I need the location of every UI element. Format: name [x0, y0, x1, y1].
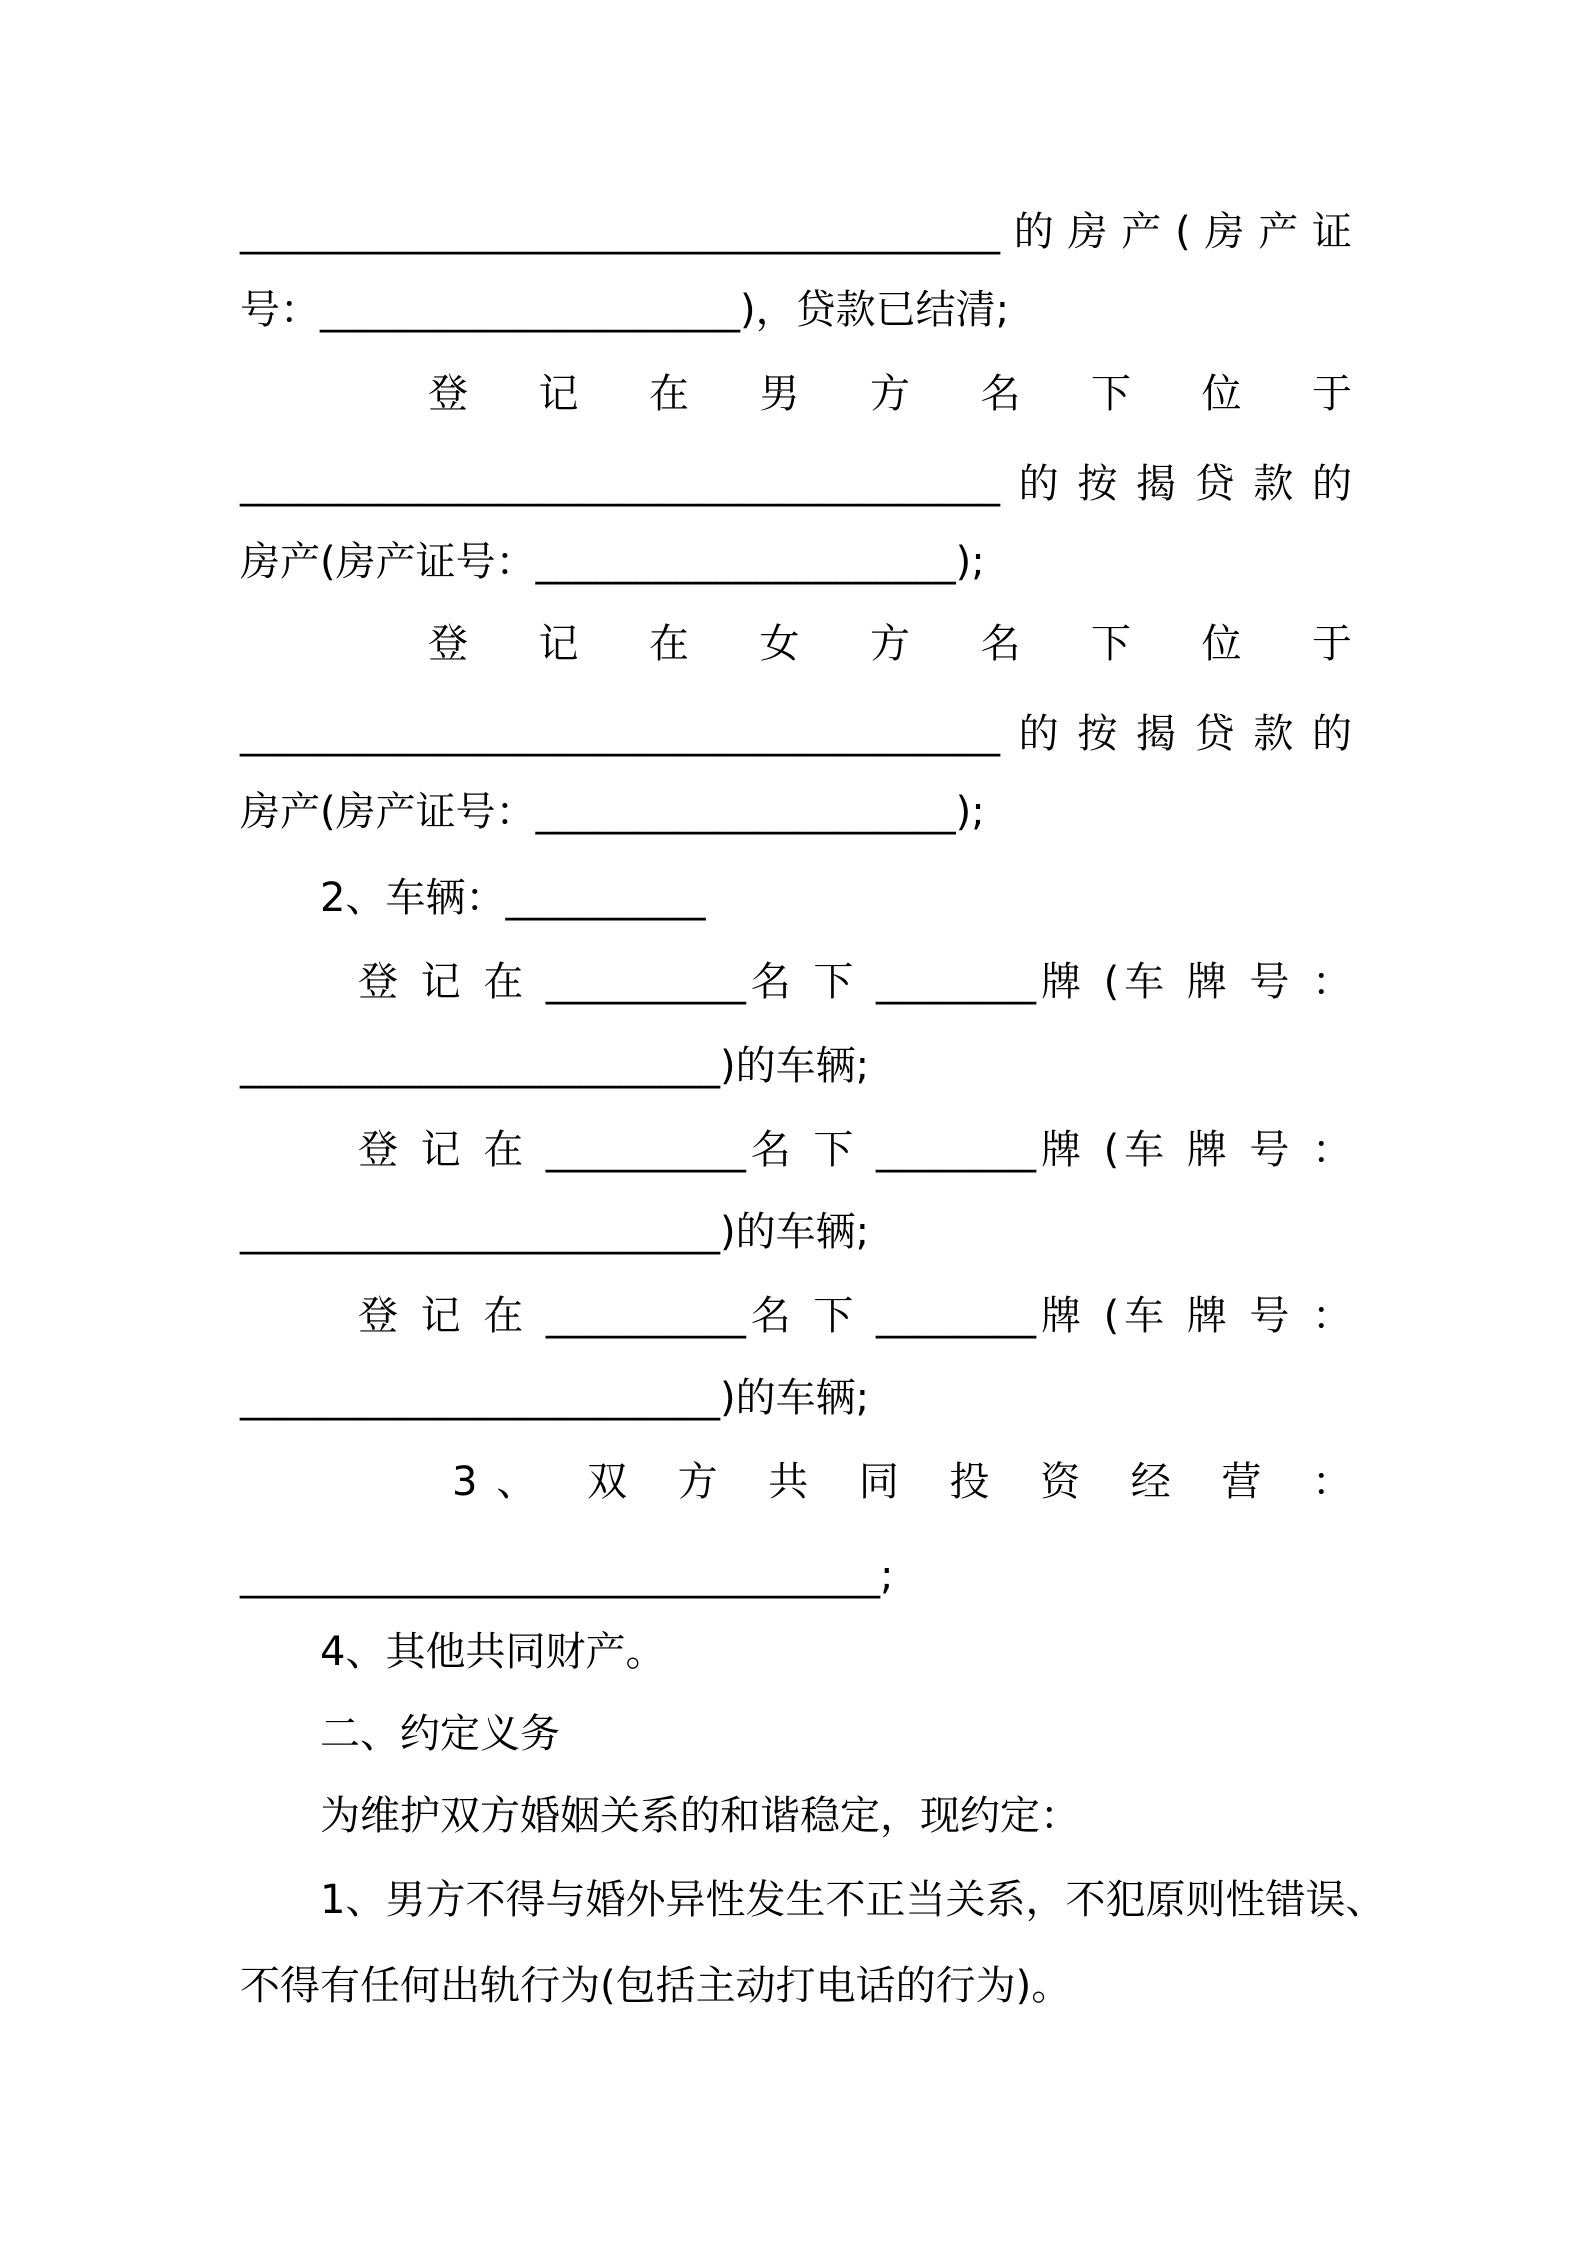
obligation-1-line-2: 不得有任何出轨行为(包括主动打电话的行为)。 [240, 1963, 1072, 2009]
other-property-item: 4、其他共同财产。 [320, 1629, 666, 1675]
property-address-line: ______________________________________的房产(房产证 [240, 209, 1352, 255]
male-cert-line: 房产(房产证号：_____________________); [240, 539, 985, 585]
obligation-1-line-1: 1、男方不得与婚外异性发生不正当关系，不犯原则性错误、 [320, 1877, 1386, 1923]
agreement-intro: 为维护双方婚姻关系的和谐稳定，现约定： [320, 1793, 1080, 1839]
vehicle-heading: 2、车辆：__________ [320, 875, 706, 921]
vehicle-3-plate-line: ________________________)的车辆; [240, 1375, 870, 1421]
vehicle-1-line: 登 记 在 __________名 下 ________牌 (车 牌 号 ： [358, 959, 1352, 1005]
vehicle-1-plate-line: ________________________)的车辆; [240, 1043, 870, 1089]
section-two-heading: 二、约定义务 [320, 1711, 560, 1757]
vehicle-2-line: 登 记 在 __________名 下 ________牌 (车 牌 号 ： [358, 1127, 1352, 1173]
female-mortgage-address-line: ______________________________________的按揭贷款的 [240, 711, 1352, 757]
female-cert-line: 房产(房产证号：_____________________); [240, 789, 985, 835]
male-registered-heading: 登 记 在 男 方 名 下 位 于 [428, 371, 1352, 417]
male-mortgage-address-line: ______________________________________的按揭贷款的 [240, 461, 1352, 507]
joint-investment-heading: 3、 双 方 共 同 投 资 经 营 ： [452, 1459, 1352, 1505]
vehicle-2-plate-line: ________________________)的车辆; [240, 1209, 870, 1255]
joint-investment-blank-line: ________________________________; [240, 1553, 894, 1599]
property-cert-line: 号：_____________________)，贷款已结清; [240, 287, 1010, 333]
vehicle-3-line: 登 记 在 __________名 下 ________牌 (车 牌 号 ： [358, 1293, 1352, 1339]
female-registered-heading: 登 记 在 女 方 名 下 位 于 [428, 621, 1352, 667]
